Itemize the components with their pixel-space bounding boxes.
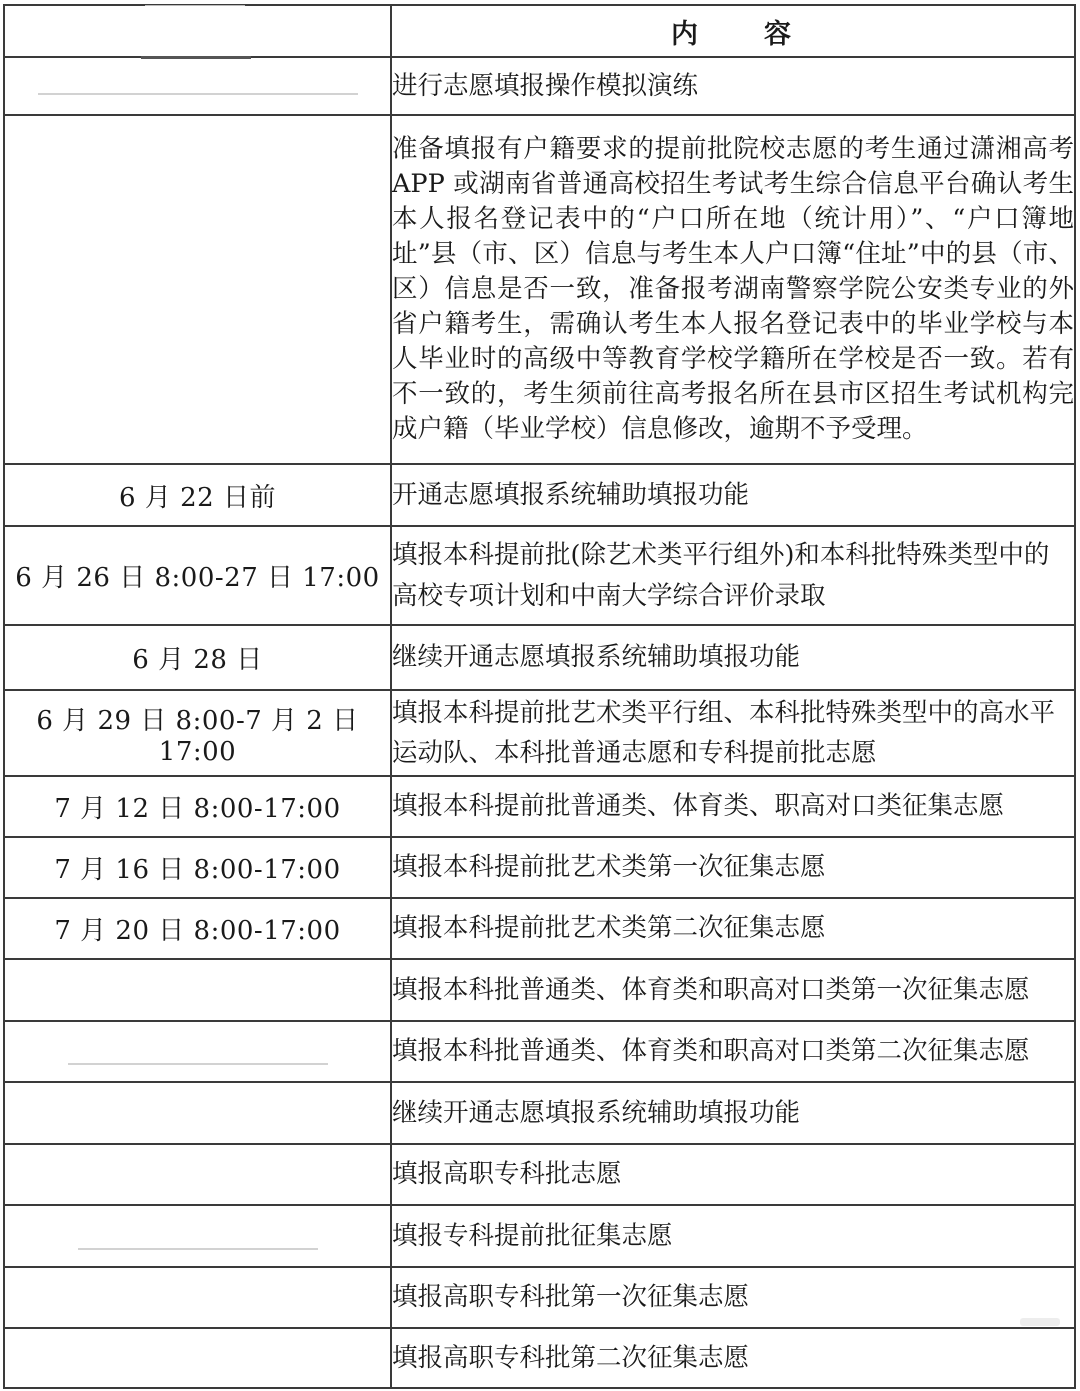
table-row [4, 776, 1075, 837]
schedule-table [3, 4, 1076, 1389]
row-date: 7 月 12 日 8:00-17:00 [4, 776, 391, 837]
row-date: 7 月 20 日 8:00-17:00 [4, 898, 391, 959]
row-date [4, 1021, 391, 1082]
watermark [1020, 1318, 1060, 1326]
row-date: 6 月 29 日 8:00-7 月 2 日 17:00 [4, 690, 391, 776]
row-content: 开通志愿填报系统辅助填报功能 [391, 464, 1075, 526]
row-content: 填报本科提前批艺术类第二次征集志愿 [391, 898, 1075, 959]
row-content: 继续开通志愿填报系统辅助填报功能 [391, 1082, 1075, 1144]
row-content: 继续开通志愿填报系统辅助填报功能 [391, 625, 1075, 690]
table-row [4, 1267, 1075, 1328]
row-content: 准备填报有户籍要求的提前批院校志愿的考生通过潇湘高考 APP 或湖南省普通高校招生考试考生综合信息平台确认考生本人报名登记表中的“户口所在地（统计用）”、“户口簿地址”县（市、区）信息与考生本人户口簿“住址”中的县（市、区）信息是否一致，准备报考湖南警察学院公安类专业的外省户籍考生，需确认考生本人报名登记表中的毕业学校与本人毕业时的高级中等教育学校学籍所在学校是否一致。若有不一致的，考生须前往高考报名所在县市区招生考试机构完成户籍（毕业学校）信息修改，逾期不予受理。 [391, 115, 1075, 464]
table-row [4, 115, 1075, 464]
row-date: 6 月 28 日 [4, 625, 391, 690]
table-row [4, 690, 1075, 776]
table-row [4, 1021, 1075, 1082]
row-date [4, 1144, 391, 1205]
date-column-header [4, 5, 391, 57]
table-row [4, 526, 1075, 625]
row-content: 进行志愿填报操作模拟演练 [391, 57, 1075, 115]
table-header-row [4, 5, 1075, 57]
row-content: 填报高职专科批志愿 [391, 1144, 1075, 1205]
row-content: 填报本科提前批艺术类第一次征集志愿 [391, 837, 1075, 898]
redaction-mark [145, 5, 245, 6]
row-date [4, 1082, 391, 1144]
row-date [4, 1328, 391, 1388]
table-row [4, 1082, 1075, 1144]
table-row [4, 898, 1075, 959]
row-date [4, 57, 391, 115]
table-row [4, 1144, 1075, 1205]
row-content: 填报本科提前批艺术类平行组、本科批特殊类型中的高水平运动队、本科批普通志愿和专科提前批志愿 [391, 690, 1075, 776]
row-date [4, 1267, 391, 1328]
row-content: 填报专科提前批征集志愿 [391, 1205, 1075, 1267]
content-column-header: 内 容 [391, 5, 1075, 57]
redaction-mark [141, 56, 251, 59]
row-content: 填报高职专科批第一次征集志愿 [391, 1267, 1075, 1328]
row-date: 6 月 22 日前 [4, 464, 391, 526]
row-date [4, 115, 391, 464]
table-row [4, 837, 1075, 898]
row-date [4, 1205, 391, 1267]
table-row [4, 1205, 1075, 1267]
row-content: 填报本科批普通类、体育类和职高对口类第一次征集志愿 [391, 959, 1075, 1021]
row-content: 填报本科批普通类、体育类和职高对口类第二次征集志愿 [391, 1021, 1075, 1082]
row-date [4, 959, 391, 1021]
table-row [4, 464, 1075, 526]
row-content: 填报本科提前批(除艺术类平行组外)和本科批特殊类型中的高校专项计划和中南大学综合评价录取 [391, 526, 1075, 625]
table-row [4, 625, 1075, 690]
row-content: 填报本科提前批普通类、体育类、职高对口类征集志愿 [391, 776, 1075, 837]
row-date: 6 月 26 日 8:00-27 日 17:00 [4, 526, 391, 625]
row-content: 填报高职专科批第二次征集志愿 [391, 1328, 1075, 1388]
table-row [4, 959, 1075, 1021]
table-row [4, 1328, 1075, 1388]
row-date: 7 月 16 日 8:00-17:00 [4, 837, 391, 898]
table-row [4, 57, 1075, 115]
